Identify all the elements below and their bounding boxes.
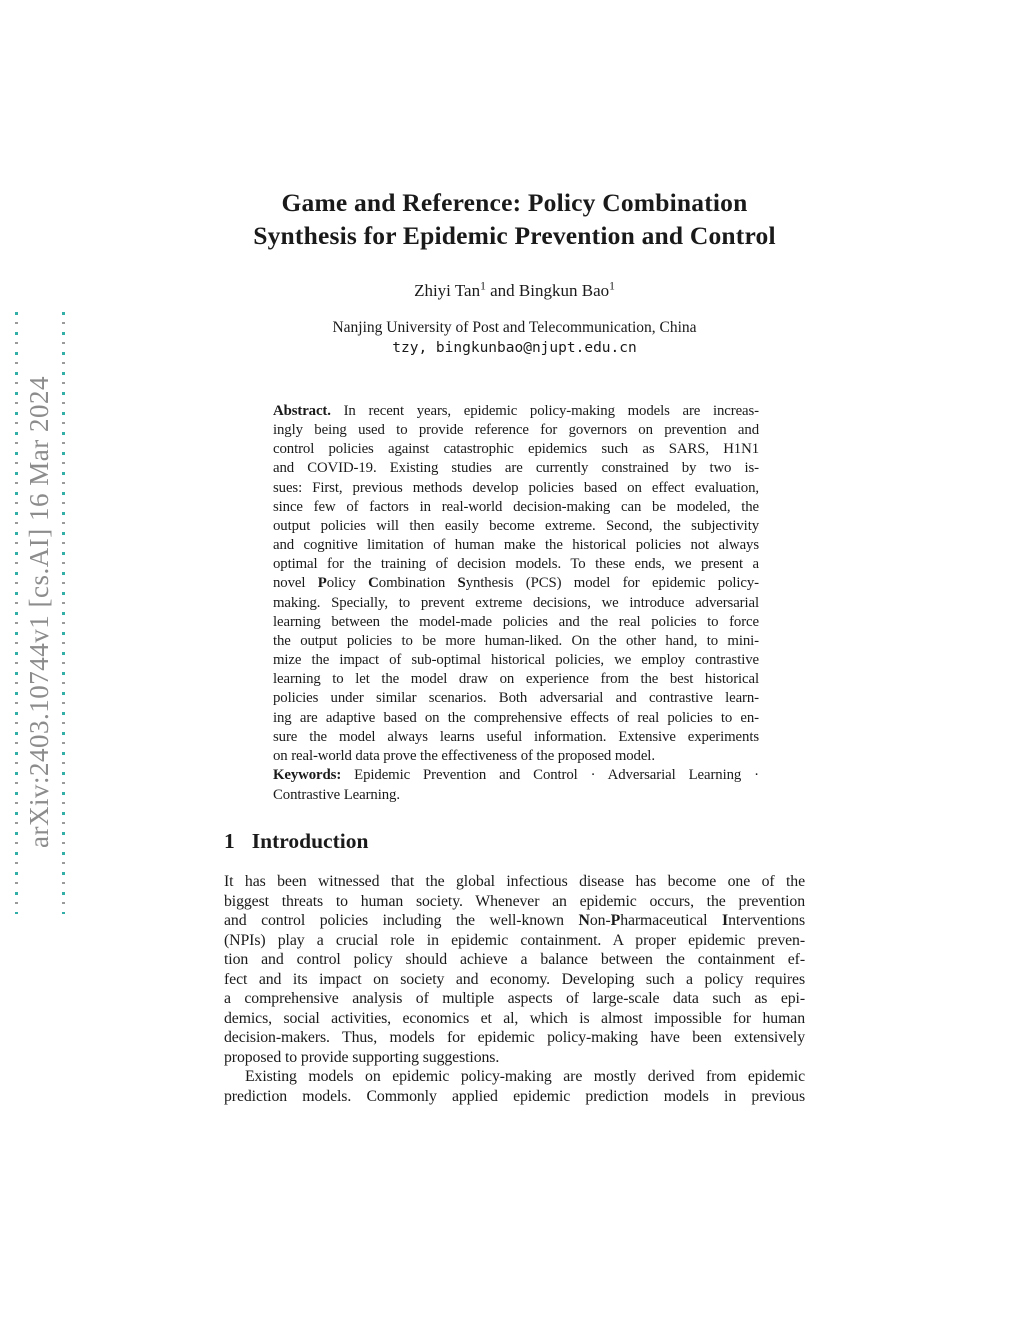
text-segment: proposed to provide supporting suggestions. bbox=[224, 1048, 500, 1066]
text-segment: Game and Reference: Policy Combination bbox=[281, 188, 748, 217]
text-segment: output policies will then easily become extreme. Second, the subjectivity bbox=[273, 517, 759, 534]
section-title: Introduction bbox=[251, 829, 369, 853]
text-segment: and cognitive limitation of human make the historical policies not always bbox=[273, 537, 759, 554]
text-line bbox=[273, 498, 759, 517]
text-segment: the output policies to be more human-liked. On the other hand, to mini- bbox=[273, 632, 759, 649]
text-segment: Contrastive Learning. bbox=[273, 786, 400, 803]
text-line bbox=[273, 421, 759, 440]
text-line bbox=[273, 555, 759, 574]
bold-text: C bbox=[368, 575, 379, 592]
text-segment: fect and its impact on society and economy. Developing such a policy requires bbox=[224, 970, 805, 988]
text-segment: since few of factors in real-world decision-making can be modeled, the bbox=[273, 498, 759, 515]
text-segment: olicy bbox=[326, 575, 369, 592]
watermark-dotted-border-right bbox=[62, 312, 65, 914]
text-segment: sues: First, previous methods develop policies based on effect evaluation, bbox=[273, 479, 759, 496]
affiliation-line bbox=[224, 318, 805, 338]
introduction-body bbox=[224, 872, 805, 1107]
text-line bbox=[273, 709, 759, 728]
text-segment: policies under similar scenarios. Both adversarial and contrastive learn- bbox=[273, 690, 759, 707]
intro-paragraph-1 bbox=[224, 872, 805, 1067]
text-line bbox=[273, 670, 759, 689]
text-line bbox=[224, 1028, 805, 1048]
text-segment: Epidemic Prevention and Control · Adversarial Learning · bbox=[341, 767, 759, 783]
arxiv-watermark: arXiv:2403.10744v1 [cs.AI] 16 Mar 2024 bbox=[24, 376, 54, 848]
text-segment: a comprehensive analysis of multiple aspects of large-scale data such as epi- bbox=[224, 990, 805, 1008]
intro-paragraph-2 bbox=[224, 1067, 805, 1106]
text-line bbox=[224, 989, 805, 1009]
text-line bbox=[224, 911, 805, 931]
text-segment: decision-makers. Thus, models for epidemic policy-making have been extensively bbox=[224, 1029, 805, 1047]
text-segment: ombination bbox=[378, 575, 458, 592]
text-line bbox=[273, 402, 759, 421]
keywords-block bbox=[273, 766, 759, 805]
text-line bbox=[273, 786, 759, 806]
affiliation-text: Nanjing University of Post and Telecommunication, China bbox=[332, 319, 697, 336]
text-segment: mize the impact of sub-optimal historical policies, we employ contrastive bbox=[273, 652, 759, 669]
text-segment: on- bbox=[589, 912, 611, 930]
text-segment: In recent years, epidemic policy-making models are increas- bbox=[330, 403, 759, 419]
text-segment: nterventions bbox=[728, 912, 805, 930]
text-line bbox=[273, 766, 759, 786]
text-segment: learning to let the model draw on experience from the best historical bbox=[273, 671, 759, 688]
text-line bbox=[224, 931, 805, 951]
text-line bbox=[224, 1087, 805, 1107]
text-segment: learning between the model-made policies and the real policies to force bbox=[273, 613, 759, 630]
section-number: 1 bbox=[224, 829, 235, 853]
text-line bbox=[273, 517, 759, 536]
text-line bbox=[273, 728, 759, 747]
text-line bbox=[224, 1009, 805, 1029]
text-segment: Zhiyi Tan bbox=[414, 281, 481, 300]
bold-text: S bbox=[457, 575, 466, 592]
text-segment: and COVID-19. Existing studies are currently constrained by two is- bbox=[273, 460, 759, 477]
text-segment: (NPIs) play a crucial role in epidemic containment. A proper epidemic preven- bbox=[224, 931, 805, 949]
abstract-block bbox=[273, 402, 759, 766]
bold-text: Abstract. bbox=[273, 403, 331, 419]
text-segment: making. Specially, to prevent extreme decisions, we introduce adversarial bbox=[273, 594, 759, 611]
text-line bbox=[224, 892, 805, 912]
text-line bbox=[273, 479, 759, 498]
text-line bbox=[273, 594, 759, 613]
author-line bbox=[224, 280, 805, 302]
superscript: 1 bbox=[480, 279, 486, 293]
text-line bbox=[273, 689, 759, 708]
text-segment: optimal for the training of decision models. To these ends, we present a bbox=[273, 556, 759, 573]
text-segment: ynthesis (PCS) model for epidemic policy- bbox=[465, 575, 759, 592]
text-line bbox=[273, 440, 759, 459]
text-segment: demics, social activities, economics et al, which is almost impossible for human bbox=[224, 1009, 805, 1027]
superscript: 1 bbox=[609, 279, 615, 293]
text-line bbox=[224, 970, 805, 990]
text-segment: biggest threats to human society. Whenever an epidemic occurs, the prevention bbox=[224, 892, 805, 910]
text-segment: harmaceutical bbox=[620, 912, 723, 930]
email-text: tzy, bingkunbao@njupt.edu.cn bbox=[392, 340, 637, 356]
text-segment: on real-world data prove the effectiveness of the proposed model. bbox=[273, 747, 655, 764]
text-line bbox=[273, 574, 759, 593]
text-line bbox=[273, 632, 759, 651]
email-line bbox=[224, 339, 805, 358]
text-line bbox=[273, 747, 759, 766]
section-heading bbox=[224, 829, 805, 854]
bold-text: P bbox=[610, 912, 621, 930]
text-segment: Existing models on epidemic policy-making are mostly derived from epidemic bbox=[245, 1068, 805, 1086]
text-line bbox=[273, 613, 759, 632]
text-line bbox=[224, 950, 805, 970]
text-segment: ingly being used to provide reference for governors on prevention and bbox=[273, 422, 759, 439]
bold-text: N bbox=[578, 912, 590, 930]
bold-text: I bbox=[722, 912, 729, 930]
text-segment: tion and control policy should achieve a balance between the containment ef- bbox=[224, 951, 805, 969]
text-line bbox=[224, 1048, 805, 1068]
text-line bbox=[224, 186, 805, 219]
text-segment: Synthesis for Epidemic Prevention and Control bbox=[253, 221, 776, 250]
text-segment: and control policies including the well-known bbox=[224, 912, 579, 930]
bold-text: P bbox=[317, 575, 327, 592]
text-segment: prediction models. Commonly applied epidemic prediction models in previous bbox=[224, 1088, 805, 1106]
text-line bbox=[224, 219, 805, 252]
text-segment: It has been witnessed that the global infectious disease has become one of the bbox=[224, 873, 805, 890]
authors-text bbox=[224, 280, 805, 302]
text-segment: ing are adaptive based on the comprehensive effects of real policies to en- bbox=[273, 709, 759, 726]
text-segment: novel bbox=[273, 575, 318, 592]
text-segment: and Bingkun Bao bbox=[485, 281, 610, 300]
text-line bbox=[273, 536, 759, 555]
text-line bbox=[224, 872, 805, 892]
paper-title bbox=[224, 186, 805, 252]
bold-text: Keywords: bbox=[273, 767, 342, 783]
text-line bbox=[273, 459, 759, 478]
text-segment: control policies against catastrophic epidemics such as SARS, H1N1 bbox=[273, 441, 759, 458]
text-line bbox=[224, 1067, 805, 1087]
text-segment: sure the model always learns useful information. Extensive experiments bbox=[273, 728, 759, 745]
text-line bbox=[273, 651, 759, 670]
